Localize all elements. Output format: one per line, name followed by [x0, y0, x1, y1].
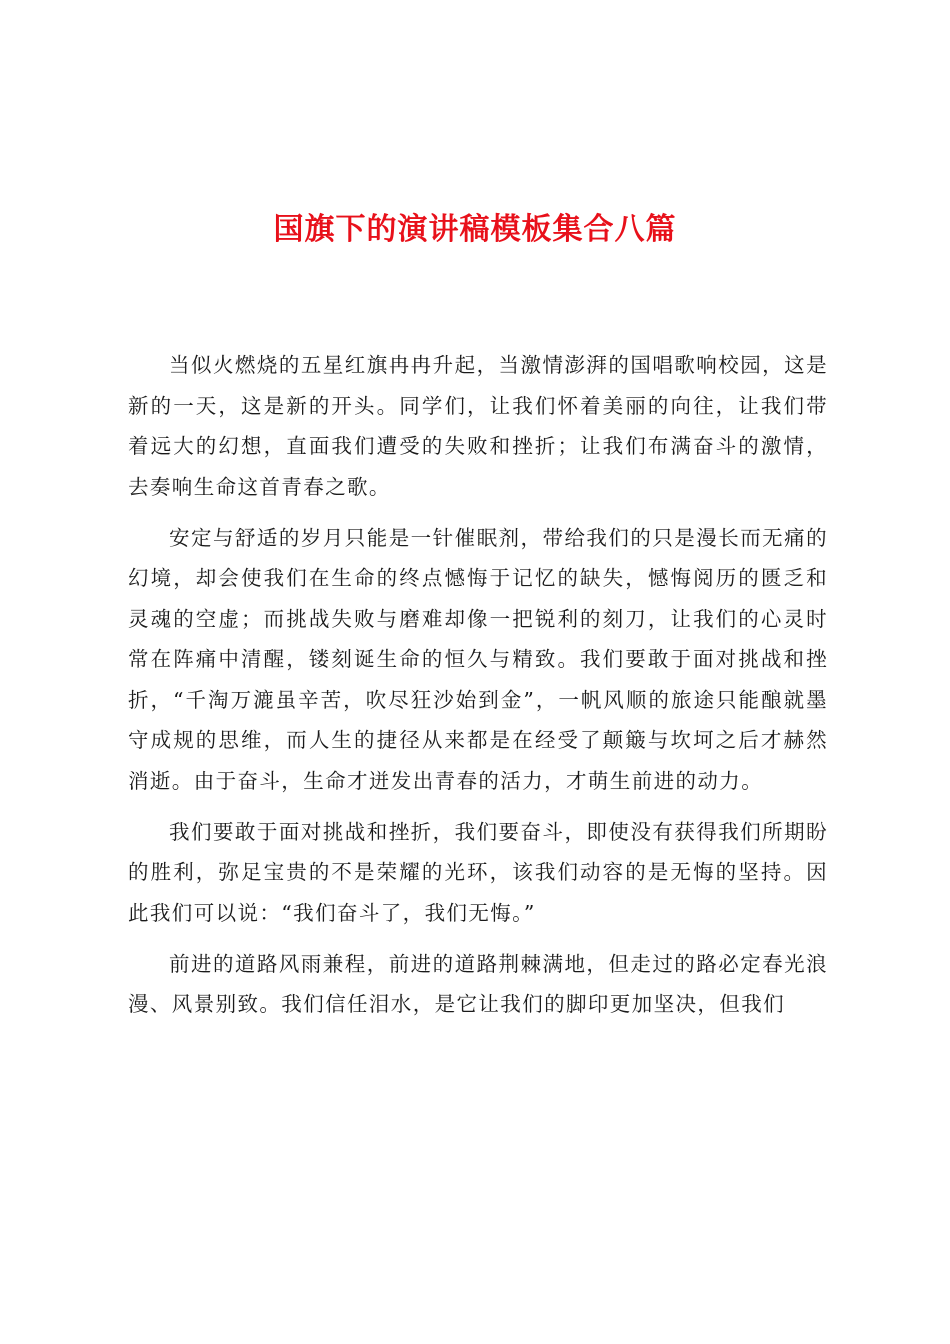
paragraph-3: 我们要敢于面对挑战和挫折，我们要奋斗，即使没有获得我们所期盼的胜利，弥足宝贵的不是荣耀的光环，该我们动容的是无悔的坚持。因此我们可以说：“我们奋斗了，我们无悔。” [128, 819, 828, 925]
paragraph-4: 前进的道路风雨兼程，前进的道路荆棘满地，但走过的路必定春光浪漫、风景别致。我们信任泪水，是它让我们的脚印更加坚决，但我们 [128, 951, 828, 1016]
paragraph-1: 当似火燃烧的五星红旗冉冉升起，当激情澎湃的国唱歌响校园，这是新的一天，这是新的开头。同学们，让我们怀着美丽的向往，让我们带着远大的幻想，直面我们遭受的失败和挫折；让我们布满奋斗的激情，去奏响生命这首青春之歌。 [128, 353, 828, 499]
paragraph-2: 安定与舒适的岁月只能是一针催眠剂，带给我们的只是漫长而无痛的幻境，却会使我们在生命的终点憾悔于记忆的缺失，憾悔阅历的匮乏和灵魂的空虚；而挑战失败与磨难却像一把锐利的刻刀，让我们的心灵时常在阵痛中清醒，镂刻诞生命的恒久与精致。我们要敢于面对挑战和挫折，“千淘万漉虽辛苦，吹尽狂沙始到金”，一帆风顺的旅途只能酿就墨守成规的思维，而人生的捷径从来都是在经受了颠簸与坎坷之后才赫然消逝。由于奋斗，生命才迸发出青春的活力，才萌生前进的动力。 [128, 525, 828, 793]
document-title: 国旗下的演讲稿模板集合八篇 [273, 212, 677, 247]
document-body [128, 345, 828, 1035]
